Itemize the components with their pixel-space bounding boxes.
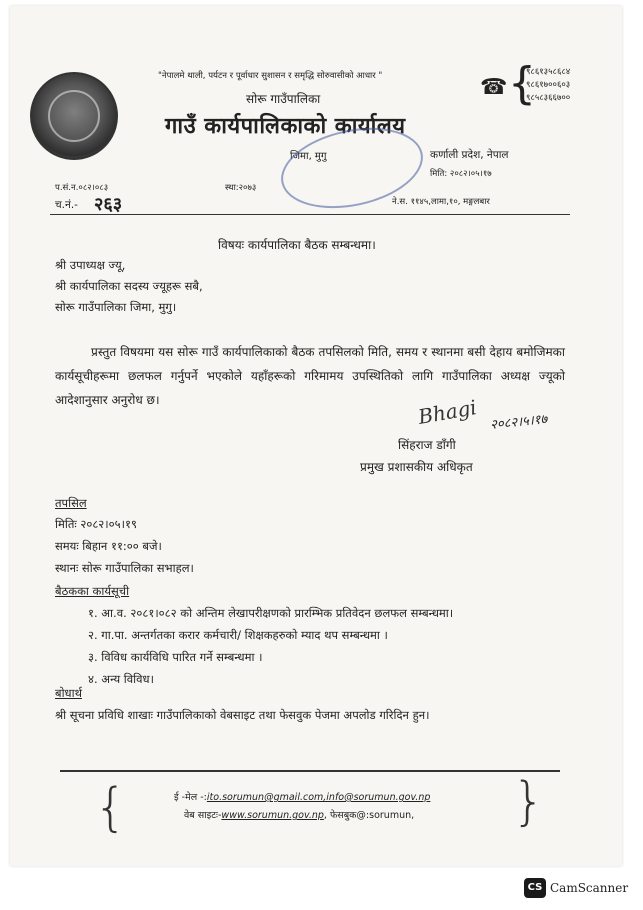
info-heading: बोधार्थ: [55, 686, 82, 700]
subject-line: विषयः कार्यपालिका बैठक सम्बन्धमा।: [218, 238, 376, 252]
province-label: कर्णाली प्रदेश, नेपाल: [430, 149, 509, 161]
agenda-heading: बैठकका कार्यसूची: [55, 584, 130, 598]
phone-number: ९८६१३५८६८४: [526, 67, 571, 77]
phone-brace: {: [508, 58, 536, 109]
footer-web: [184, 808, 414, 821]
agenda-item: ४. अन्य विविध।: [88, 672, 154, 686]
footer-email: [174, 790, 430, 803]
facebook-handle: , फेसबुक@:sorumun,: [323, 810, 415, 821]
signature-scribble: Bhagi: [416, 395, 479, 429]
page-title: गाउँ कार्यपालिकाको कार्यालय: [165, 114, 406, 139]
nepal-emblem-logo: [30, 72, 118, 160]
schedule-venue: स्थानः सोरू गाउँपालिका सभाहल।: [55, 561, 194, 575]
signatory-name: सिंहराज डाँगी: [398, 438, 456, 452]
email-link[interactable]: ito.sorumun@gmail.com,info@sorumun.gov.np: [206, 792, 431, 803]
office-name: सोरू गाउँपालिका: [246, 92, 321, 106]
footer-divider: [60, 770, 560, 772]
nepal-samvat-date: ने.स. ११४५,लामा,१०, मङ्गलबार: [392, 197, 490, 207]
camscanner-watermark: CamScanner: [550, 881, 629, 895]
email-label: ई -मेल -:: [174, 792, 207, 803]
schedule-time: समयः बिहान ११:०० बजे।: [55, 539, 162, 553]
phone-number: ९८५८३६६७००: [526, 93, 571, 103]
web-label: वेब साइटः-: [184, 810, 222, 821]
info-text: श्री सूचना प्रविधि शाखाः गाउँपालिकाको वेबसाइट तथा फेसवुक पेजमा अपलोड गरिदिन हुन।: [55, 708, 430, 722]
schedule-heading: तपसिल: [55, 496, 87, 510]
signatory-designation: प्रमुख प्रशासकीय अधिकृत: [360, 460, 473, 474]
patra-sankhya: प.सं.न.०८२।०८३: [55, 183, 109, 193]
office-address: जिमा, मुगु: [290, 151, 327, 162]
fiscal-year: स्था:२०७३: [225, 183, 257, 193]
agenda-item: २. गा.पा. अन्तर्गतका करार कर्मचारी/ शिक्षकहरुको म्याद थप सम्बन्धमा ।: [88, 628, 388, 642]
phone-number: ९८६१७००६०३: [526, 80, 571, 90]
chalani-number: २६३: [94, 194, 123, 215]
website-link[interactable]: www.sorumun.gov.np: [221, 810, 324, 821]
camscanner-logo-icon: CS: [524, 878, 546, 898]
letter-date: मिति: २०८२।०५।१७: [430, 169, 492, 179]
schedule-date: मितिः २०८२।०५।१९: [55, 517, 137, 531]
motto: "नेपालमे थाली, पर्यटन र पूर्वाधार सुशासन र समृद्धि सोरुवासीको आधार ": [158, 71, 383, 81]
phone-icon: ☎: [480, 75, 508, 100]
recipient-line: सोरू गाउँपालिका जिमा, मुगु।: [55, 300, 177, 314]
recipient-line: श्री उपाध्यक्ष ज्यू,: [55, 258, 126, 272]
footer-brace-left: {: [94, 778, 128, 838]
recipient-line: श्री कार्यपालिका सदस्य ज्यूहरू सबै,: [55, 279, 203, 293]
chalani-label: च.नं.-: [55, 199, 78, 211]
phone-list: [526, 66, 570, 105]
agenda-item: ३. विविध कार्यविधि पारित गर्ने सम्बन्धमा ।: [88, 650, 263, 664]
body-paragraph: प्रस्तुत विषयमा यस सोरू गाउँ कार्यपालिकाको बैठक तपसिलको मिति, समय र स्थानमा बसी देहाय बमोजिमका कार्यसूचीहरूमा छलफल गर्नुपर्ने भएकोले यहाँहरूको गरिमामय उपस्थितिको लागि गाउँपालिका अध्यक्ष ज्यूको आदेशानुसार अनुरोध छ।: [55, 345, 565, 407]
signature-date: २०८२।५।१७: [489, 412, 548, 433]
header-divider: [50, 214, 570, 215]
agenda-item: १. आ.व. २०८१।०८२ को अन्तिम लेखापरीक्षणको प्रारम्भिक प्रतिवेदन छलफल सम्बन्धमा।: [88, 606, 454, 620]
footer-brace-right: }: [512, 772, 546, 832]
